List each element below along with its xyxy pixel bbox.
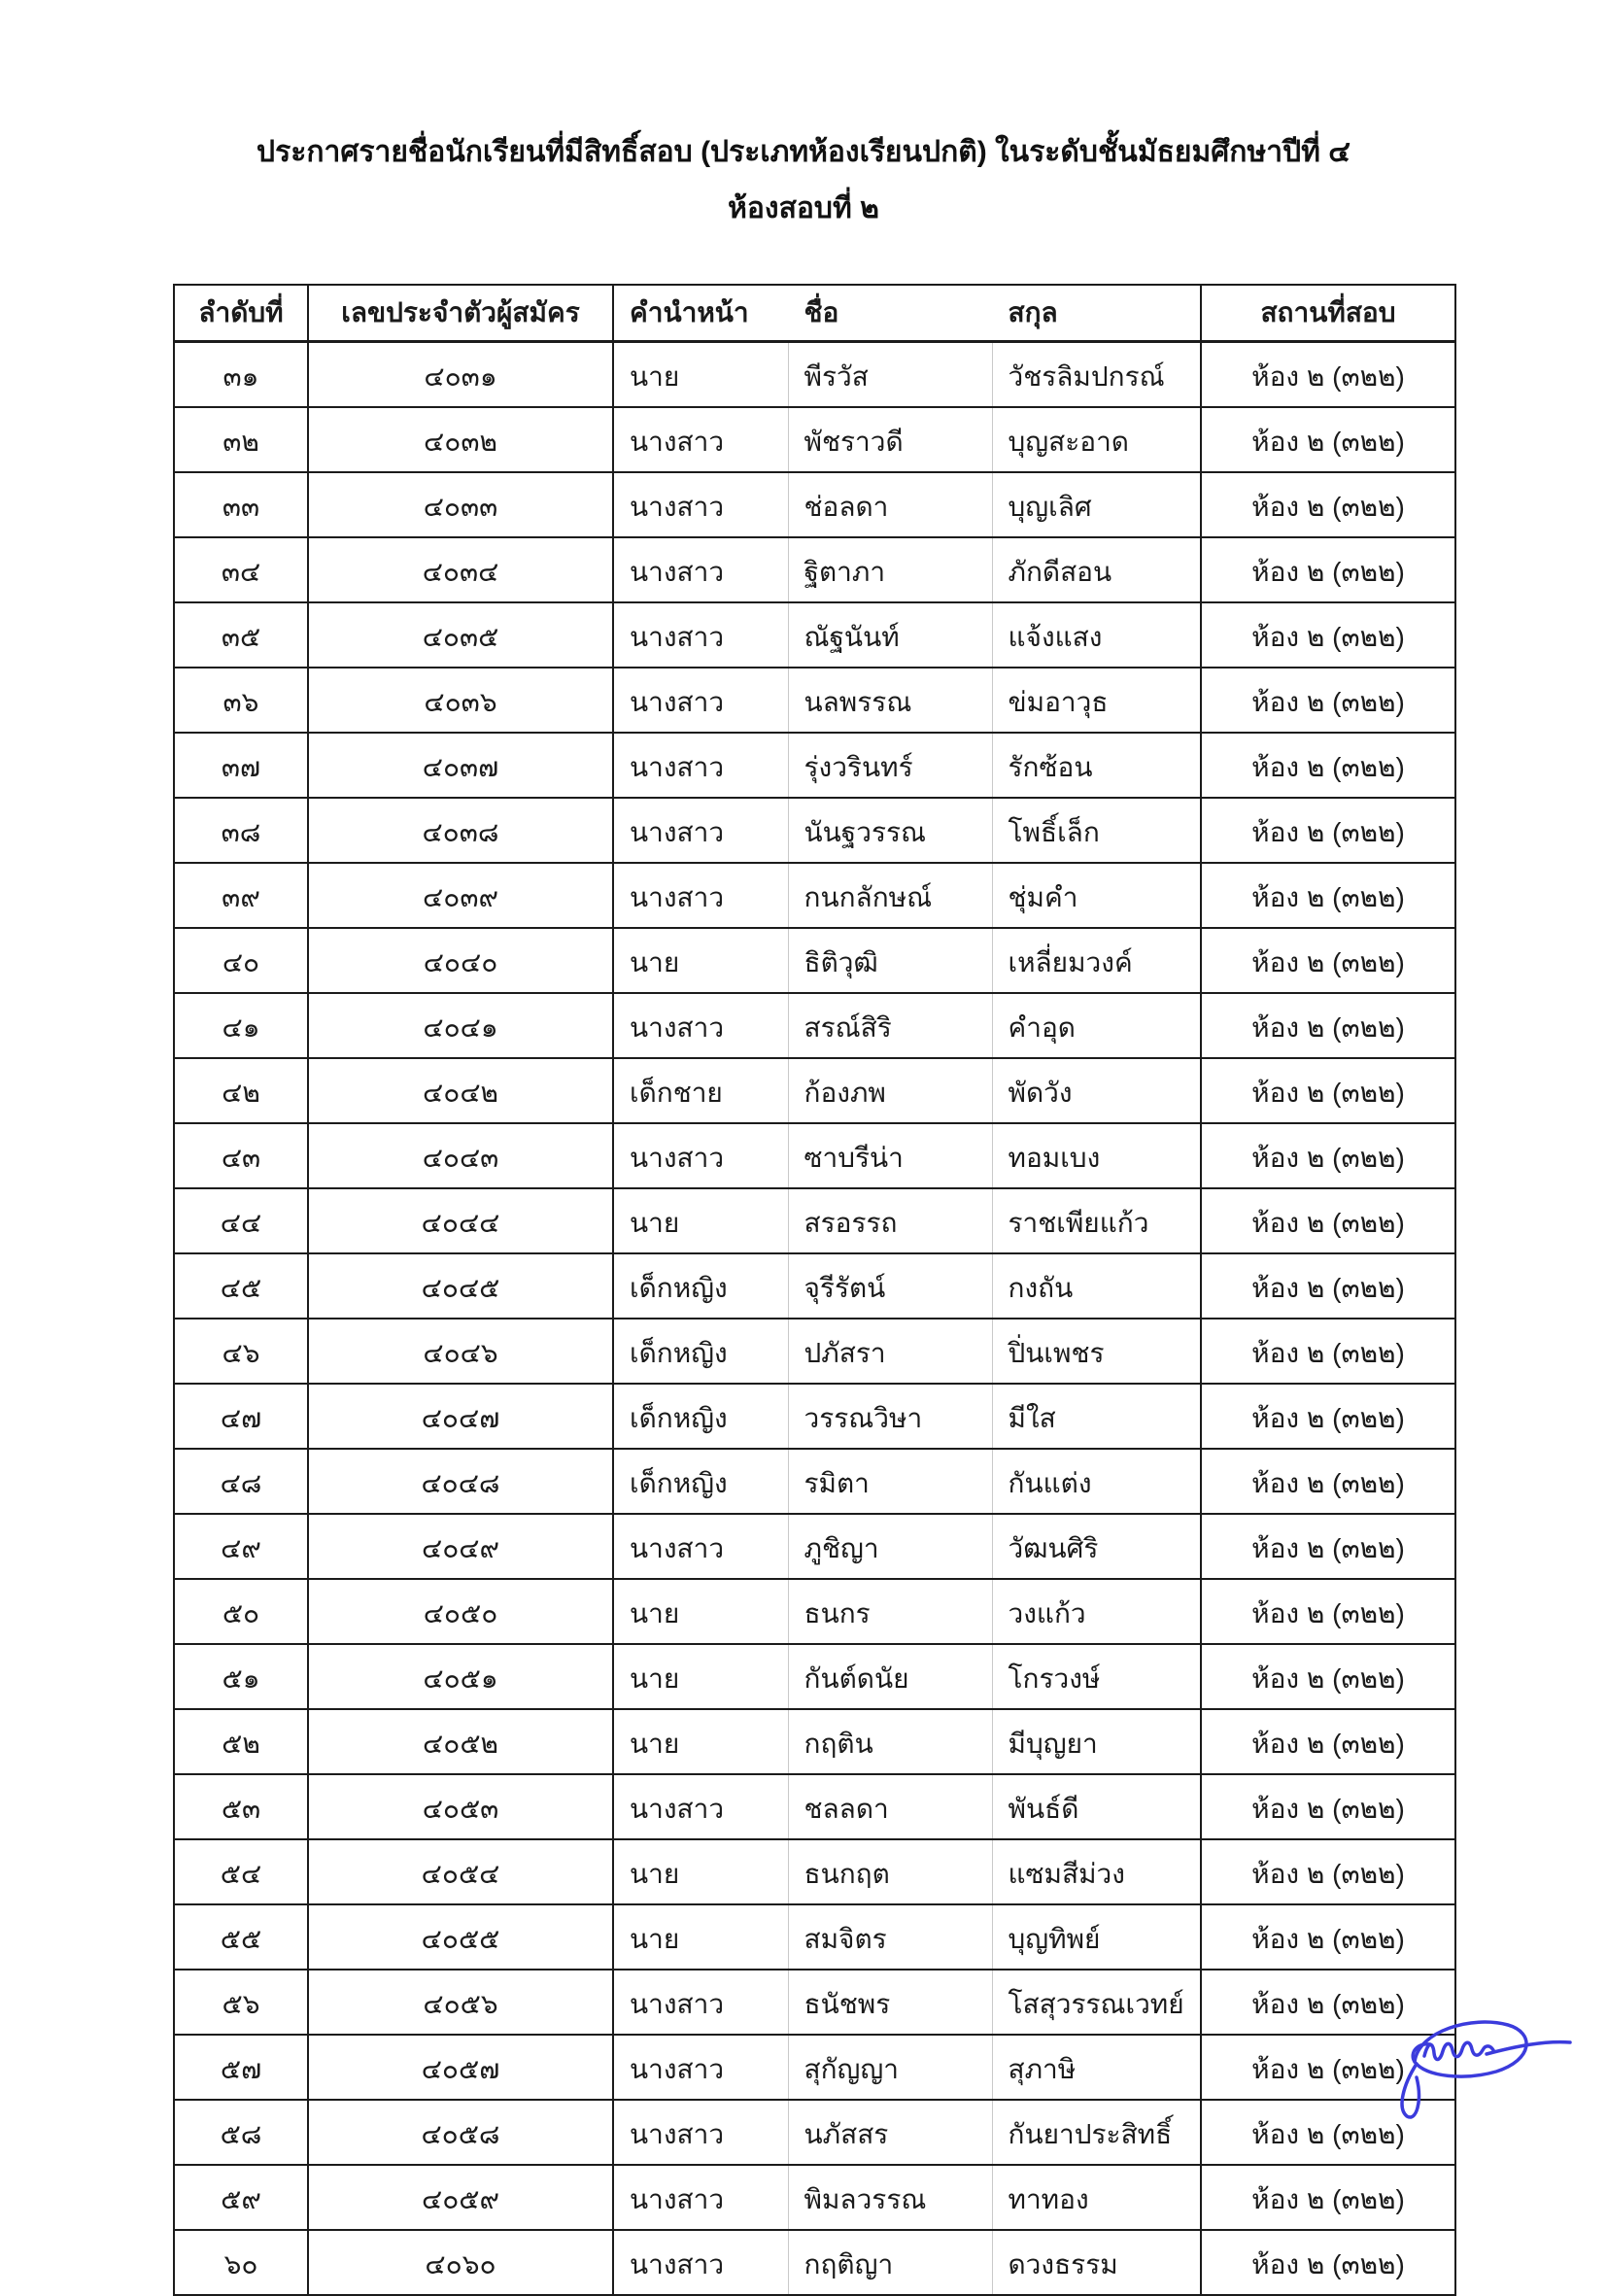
cell-order-number: ๕๕ bbox=[174, 1904, 308, 1970]
cell-prefix: นางสาว bbox=[613, 668, 788, 733]
cell-first-name: ชลลดา bbox=[788, 1774, 992, 1839]
cell-exam-location: ห้อง ๒ (๓๒๒) bbox=[1201, 2035, 1455, 2100]
cell-order-number: ๓๓ bbox=[174, 472, 308, 537]
cell-applicant-id: ๔๐๔๒ bbox=[308, 1058, 613, 1123]
cell-order-number: ๓๒ bbox=[174, 407, 308, 472]
cell-last-name: แจ้งแสง bbox=[992, 602, 1201, 668]
cell-applicant-id: ๔๐๔๓ bbox=[308, 1123, 613, 1188]
cell-applicant-id: ๔๐๕๑ bbox=[308, 1644, 613, 1709]
cell-first-name: นลพรรณ bbox=[788, 668, 992, 733]
cell-last-name: ข่มอาวุธ bbox=[992, 668, 1201, 733]
cell-applicant-id: ๔๐๔๕ bbox=[308, 1253, 613, 1319]
cell-applicant-id: ๔๐๓๓ bbox=[308, 472, 613, 537]
cell-exam-location: ห้อง ๒ (๓๒๒) bbox=[1201, 537, 1455, 602]
table-row bbox=[174, 1774, 1455, 1839]
cell-exam-location: ห้อง ๒ (๓๒๒) bbox=[1201, 407, 1455, 472]
cell-applicant-id: ๔๐๕๔ bbox=[308, 1839, 613, 1904]
cell-order-number: ๔๐ bbox=[174, 928, 308, 993]
cell-applicant-id: ๔๐๔๗ bbox=[308, 1384, 613, 1449]
cell-last-name: เหลี่ยมวงค์ bbox=[992, 928, 1201, 993]
cell-last-name: บุญเลิศ bbox=[992, 472, 1201, 537]
cell-last-name: บุญทิพย์ bbox=[992, 1904, 1201, 1970]
cell-order-number: ๕๗ bbox=[174, 2035, 308, 2100]
header-applicant-id: เลขประจำตัวผู้สมัคร bbox=[308, 285, 613, 342]
title-line-2: ห้องสอบที่ ๒ bbox=[728, 192, 879, 224]
cell-exam-location: ห้อง ๒ (๓๒๒) bbox=[1201, 798, 1455, 863]
cell-last-name: โสสุวรรณเวทย์ bbox=[992, 1970, 1201, 2035]
cell-prefix: นางสาว bbox=[613, 993, 788, 1058]
cell-last-name: วัฒนศิริ bbox=[992, 1514, 1201, 1579]
cell-first-name: จุรีรัตน์ bbox=[788, 1253, 992, 1319]
table-row bbox=[174, 928, 1455, 993]
cell-first-name: สุกัญญา bbox=[788, 2035, 992, 2100]
header-row bbox=[174, 285, 1455, 342]
cell-exam-location: ห้อง ๒ (๓๒๒) bbox=[1201, 733, 1455, 798]
cell-exam-location: ห้อง ๒ (๓๒๒) bbox=[1201, 1058, 1455, 1123]
cell-first-name: ธนกฤต bbox=[788, 1839, 992, 1904]
table-row bbox=[174, 2165, 1455, 2230]
cell-order-number: ๔๗ bbox=[174, 1384, 308, 1449]
cell-first-name: พิมลวรรณ bbox=[788, 2165, 992, 2230]
cell-prefix: เด็กหญิง bbox=[613, 1384, 788, 1449]
cell-applicant-id: ๔๐๓๒ bbox=[308, 407, 613, 472]
cell-exam-location: ห้อง ๒ (๓๒๒) bbox=[1201, 472, 1455, 537]
cell-first-name: กฤติญา bbox=[788, 2230, 992, 2295]
cell-exam-location: ห้อง ๒ (๓๒๒) bbox=[1201, 1449, 1455, 1514]
cell-first-name: ณัฐนันท์ bbox=[788, 602, 992, 668]
cell-order-number: ๔๓ bbox=[174, 1123, 308, 1188]
cell-last-name: ทาทอง bbox=[992, 2165, 1201, 2230]
cell-order-number: ๓๑ bbox=[174, 342, 308, 408]
cell-last-name: ชุ่มคำ bbox=[992, 863, 1201, 928]
cell-order-number: ๖๐ bbox=[174, 2230, 308, 2295]
cell-prefix: นางสาว bbox=[613, 1774, 788, 1839]
cell-first-name: ช่อลดา bbox=[788, 472, 992, 537]
cell-order-number: ๓๗ bbox=[174, 733, 308, 798]
cell-order-number: ๓๘ bbox=[174, 798, 308, 863]
table-row bbox=[174, 1384, 1455, 1449]
cell-first-name: รมิตา bbox=[788, 1449, 992, 1514]
cell-exam-location: ห้อง ๒ (๓๒๒) bbox=[1201, 1253, 1455, 1319]
cell-first-name: สรอรรถ bbox=[788, 1188, 992, 1253]
cell-first-name: กันต์ดนัย bbox=[788, 1644, 992, 1709]
cell-exam-location: ห้อง ๒ (๓๒๒) bbox=[1201, 1514, 1455, 1579]
cell-exam-location: ห้อง ๒ (๓๒๒) bbox=[1201, 342, 1455, 408]
cell-first-name: ปภัสรา bbox=[788, 1319, 992, 1384]
cell-exam-location: ห้อง ๒ (๓๒๒) bbox=[1201, 2100, 1455, 2165]
table-row bbox=[174, 1514, 1455, 1579]
cell-applicant-id: ๔๐๔๘ bbox=[308, 1449, 613, 1514]
table-row bbox=[174, 1253, 1455, 1319]
cell-applicant-id: ๔๐๓๑ bbox=[308, 342, 613, 408]
cell-prefix: นางสาว bbox=[613, 733, 788, 798]
table-row bbox=[174, 1123, 1455, 1188]
cell-last-name: กงถัน bbox=[992, 1253, 1201, 1319]
table-row bbox=[174, 668, 1455, 733]
cell-prefix: นางสาว bbox=[613, 407, 788, 472]
cell-prefix: นางสาว bbox=[613, 2165, 788, 2230]
cell-first-name: กฤติน bbox=[788, 1709, 992, 1774]
cell-exam-location: ห้อง ๒ (๓๒๒) bbox=[1201, 1579, 1455, 1644]
cell-applicant-id: ๔๐๔๑ bbox=[308, 993, 613, 1058]
cell-last-name: ดวงธรรม bbox=[992, 2230, 1201, 2295]
cell-last-name: ภักดีสอน bbox=[992, 537, 1201, 602]
cell-prefix: เด็กหญิง bbox=[613, 1253, 788, 1319]
cell-exam-location: ห้อง ๒ (๓๒๒) bbox=[1201, 602, 1455, 668]
cell-first-name: ฐิตาภา bbox=[788, 537, 992, 602]
cell-prefix: เด็กหญิง bbox=[613, 1319, 788, 1384]
cell-order-number: ๕๘ bbox=[174, 2100, 308, 2165]
cell-first-name: ธนัชพร bbox=[788, 1970, 992, 2035]
cell-exam-location: ห้อง ๒ (๓๒๒) bbox=[1201, 863, 1455, 928]
cell-exam-location: ห้อง ๒ (๓๒๒) bbox=[1201, 1644, 1455, 1709]
cell-exam-location: ห้อง ๒ (๓๒๒) bbox=[1201, 668, 1455, 733]
cell-last-name: โกรวงษ์ bbox=[992, 1644, 1201, 1709]
cell-first-name: สมจิตร bbox=[788, 1904, 992, 1970]
cell-last-name: คำอุด bbox=[992, 993, 1201, 1058]
cell-order-number: ๔๙ bbox=[174, 1514, 308, 1579]
cell-order-number: ๓๕ bbox=[174, 602, 308, 668]
cell-exam-location: ห้อง ๒ (๓๒๒) bbox=[1201, 993, 1455, 1058]
cell-last-name: ปิ่นเพชร bbox=[992, 1319, 1201, 1384]
cell-exam-location: ห้อง ๒ (๓๒๒) bbox=[1201, 1188, 1455, 1253]
cell-first-name: พีรวัส bbox=[788, 342, 992, 408]
cell-prefix: นาย bbox=[613, 1188, 788, 1253]
cell-exam-location: ห้อง ๒ (๓๒๒) bbox=[1201, 1970, 1455, 2035]
cell-order-number: ๕๒ bbox=[174, 1709, 308, 1774]
cell-prefix: นาย bbox=[613, 1644, 788, 1709]
cell-applicant-id: ๔๐๕๓ bbox=[308, 1774, 613, 1839]
cell-applicant-id: ๔๐๓๔ bbox=[308, 537, 613, 602]
cell-order-number: ๓๙ bbox=[174, 863, 308, 928]
table-row bbox=[174, 798, 1455, 863]
cell-first-name: นภัสสร bbox=[788, 2100, 992, 2165]
cell-applicant-id: ๔๐๓๖ bbox=[308, 668, 613, 733]
cell-applicant-id: ๔๐๔๙ bbox=[308, 1514, 613, 1579]
cell-exam-location: ห้อง ๒ (๓๒๒) bbox=[1201, 1774, 1455, 1839]
cell-prefix: นาย bbox=[613, 1839, 788, 1904]
cell-order-number: ๓๖ bbox=[174, 668, 308, 733]
table-row bbox=[174, 1904, 1455, 1970]
cell-exam-location: ห้อง ๒ (๓๒๒) bbox=[1201, 1904, 1455, 1970]
cell-order-number: ๔๔ bbox=[174, 1188, 308, 1253]
cell-order-number: ๕๖ bbox=[174, 1970, 308, 2035]
cell-last-name: สุภาษิ bbox=[992, 2035, 1201, 2100]
cell-exam-location: ห้อง ๒ (๓๒๒) bbox=[1201, 1709, 1455, 1774]
cell-first-name: ธิติวุฒิ bbox=[788, 928, 992, 993]
exam-roster-table bbox=[173, 284, 1456, 2296]
cell-order-number: ๕๑ bbox=[174, 1644, 308, 1709]
table-row bbox=[174, 1319, 1455, 1384]
cell-order-number: ๔๑ bbox=[174, 993, 308, 1058]
cell-first-name: ธนกร bbox=[788, 1579, 992, 1644]
header-first-name: ชื่อ bbox=[788, 285, 992, 342]
table-row bbox=[174, 863, 1455, 928]
cell-last-name: กันแต่ง bbox=[992, 1449, 1201, 1514]
header-prefix: คำนำหน้า bbox=[613, 285, 788, 342]
cell-prefix: นาย bbox=[613, 1904, 788, 1970]
cell-prefix: นางสาว bbox=[613, 1123, 788, 1188]
cell-prefix: นางสาว bbox=[613, 2035, 788, 2100]
cell-exam-location: ห้อง ๒ (๓๒๒) bbox=[1201, 2230, 1455, 2295]
table-row bbox=[174, 1188, 1455, 1253]
roster-body bbox=[174, 342, 1455, 2296]
cell-order-number: ๕๔ bbox=[174, 1839, 308, 1904]
cell-last-name: กันยาประสิทธิ์ bbox=[992, 2100, 1201, 2165]
cell-prefix: นาย bbox=[613, 342, 788, 408]
table-row bbox=[174, 342, 1455, 408]
cell-prefix: นางสาว bbox=[613, 2230, 788, 2295]
header-exam-location: สถานที่สอบ bbox=[1201, 285, 1455, 342]
cell-first-name: นันฐวรรณ bbox=[788, 798, 992, 863]
document-title bbox=[0, 124, 1607, 237]
cell-last-name: วัชรลิมปกรณ์ bbox=[992, 342, 1201, 408]
cell-order-number: ๓๔ bbox=[174, 537, 308, 602]
cell-exam-location: ห้อง ๒ (๓๒๒) bbox=[1201, 1319, 1455, 1384]
cell-last-name: ราชเพียแก้ว bbox=[992, 1188, 1201, 1253]
cell-prefix: นาย bbox=[613, 1579, 788, 1644]
cell-prefix: เด็กชาย bbox=[613, 1058, 788, 1123]
cell-prefix: นางสาว bbox=[613, 1514, 788, 1579]
cell-prefix: นาย bbox=[613, 928, 788, 993]
cell-applicant-id: ๔๐๔๔ bbox=[308, 1188, 613, 1253]
table-row bbox=[174, 2230, 1455, 2295]
cell-applicant-id: ๔๐๕๙ bbox=[308, 2165, 613, 2230]
cell-applicant-id: ๔๐๕๘ bbox=[308, 2100, 613, 2165]
cell-last-name: พัดวัง bbox=[992, 1058, 1201, 1123]
cell-first-name: วรรณวิษา bbox=[788, 1384, 992, 1449]
cell-exam-location: ห้อง ๒ (๓๒๒) bbox=[1201, 1123, 1455, 1188]
cell-prefix: นางสาว bbox=[613, 472, 788, 537]
cell-applicant-id: ๔๐๓๕ bbox=[308, 602, 613, 668]
cell-first-name: ซาบรีน่า bbox=[788, 1123, 992, 1188]
cell-applicant-id: ๔๐๔๐ bbox=[308, 928, 613, 993]
table-row bbox=[174, 1970, 1455, 2035]
cell-order-number: ๔๒ bbox=[174, 1058, 308, 1123]
cell-exam-location: ห้อง ๒ (๓๒๒) bbox=[1201, 1839, 1455, 1904]
table-row bbox=[174, 993, 1455, 1058]
cell-prefix: เด็กหญิง bbox=[613, 1449, 788, 1514]
cell-last-name: โพธิ์เล็ก bbox=[992, 798, 1201, 863]
cell-first-name: รุ่งวรินทร์ bbox=[788, 733, 992, 798]
table-row bbox=[174, 2035, 1455, 2100]
cell-applicant-id: ๔๐๕๐ bbox=[308, 1579, 613, 1644]
table-row bbox=[174, 1058, 1455, 1123]
cell-applicant-id: ๔๐๖๐ bbox=[308, 2230, 613, 2295]
cell-order-number: ๕๙ bbox=[174, 2165, 308, 2230]
table-row bbox=[174, 472, 1455, 537]
cell-exam-location: ห้อง ๒ (๓๒๒) bbox=[1201, 2165, 1455, 2230]
title-line-1: ประกาศรายชื่อนักเรียนที่มีสิทธิ์สอบ (ประเภทห้องเรียนปกติ) ในระดับชั้นมัธยมศึกษาปีที่ ๔ bbox=[256, 136, 1351, 168]
cell-last-name: พันธ์ดี bbox=[992, 1774, 1201, 1839]
cell-applicant-id: ๔๐๔๖ bbox=[308, 1319, 613, 1384]
table-row bbox=[174, 1644, 1455, 1709]
cell-prefix: นางสาว bbox=[613, 863, 788, 928]
cell-first-name: สรณ์สิริ bbox=[788, 993, 992, 1058]
cell-first-name: กนกลักษณ์ bbox=[788, 863, 992, 928]
table-row bbox=[174, 733, 1455, 798]
cell-last-name: บุญสะอาด bbox=[992, 407, 1201, 472]
table-row bbox=[174, 1709, 1455, 1774]
cell-order-number: ๔๘ bbox=[174, 1449, 308, 1514]
cell-last-name: มีใส bbox=[992, 1384, 1201, 1449]
cell-applicant-id: ๔๐๕๖ bbox=[308, 1970, 613, 2035]
cell-last-name: ทอมเบง bbox=[992, 1123, 1201, 1188]
cell-prefix: นางสาว bbox=[613, 798, 788, 863]
cell-first-name: พัชราวดี bbox=[788, 407, 992, 472]
cell-prefix: นางสาว bbox=[613, 602, 788, 668]
cell-applicant-id: ๔๐๕๗ bbox=[308, 2035, 613, 2100]
table-row bbox=[174, 1839, 1455, 1904]
cell-applicant-id: ๔๐๓๗ bbox=[308, 733, 613, 798]
cell-order-number: ๔๖ bbox=[174, 1319, 308, 1384]
table-row bbox=[174, 407, 1455, 472]
cell-last-name: แซมสีม่วง bbox=[992, 1839, 1201, 1904]
table-row bbox=[174, 537, 1455, 602]
table-row bbox=[174, 2100, 1455, 2165]
cell-order-number: ๔๕ bbox=[174, 1253, 308, 1319]
cell-applicant-id: ๔๐๕๒ bbox=[308, 1709, 613, 1774]
cell-last-name: รักซ้อน bbox=[992, 733, 1201, 798]
cell-prefix: นาย bbox=[613, 1709, 788, 1774]
table-row bbox=[174, 1449, 1455, 1514]
cell-order-number: ๕๓ bbox=[174, 1774, 308, 1839]
cell-applicant-id: ๔๐๕๕ bbox=[308, 1904, 613, 1970]
table-row bbox=[174, 602, 1455, 668]
cell-first-name: ก้องภพ bbox=[788, 1058, 992, 1123]
cell-prefix: นางสาว bbox=[613, 2100, 788, 2165]
cell-last-name: มีบุญยา bbox=[992, 1709, 1201, 1774]
cell-applicant-id: ๔๐๓๘ bbox=[308, 798, 613, 863]
cell-last-name: วงแก้ว bbox=[992, 1579, 1201, 1644]
header-order-number: ลำดับที่ bbox=[174, 285, 308, 342]
cell-prefix: นางสาว bbox=[613, 1970, 788, 2035]
table-row bbox=[174, 1579, 1455, 1644]
cell-applicant-id: ๔๐๓๙ bbox=[308, 863, 613, 928]
cell-exam-location: ห้อง ๒ (๓๒๒) bbox=[1201, 1384, 1455, 1449]
cell-order-number: ๕๐ bbox=[174, 1579, 308, 1644]
cell-first-name: ภูชิญา bbox=[788, 1514, 992, 1579]
cell-exam-location: ห้อง ๒ (๓๒๒) bbox=[1201, 928, 1455, 993]
header-last-name: สกุล bbox=[992, 285, 1201, 342]
cell-prefix: นางสาว bbox=[613, 537, 788, 602]
